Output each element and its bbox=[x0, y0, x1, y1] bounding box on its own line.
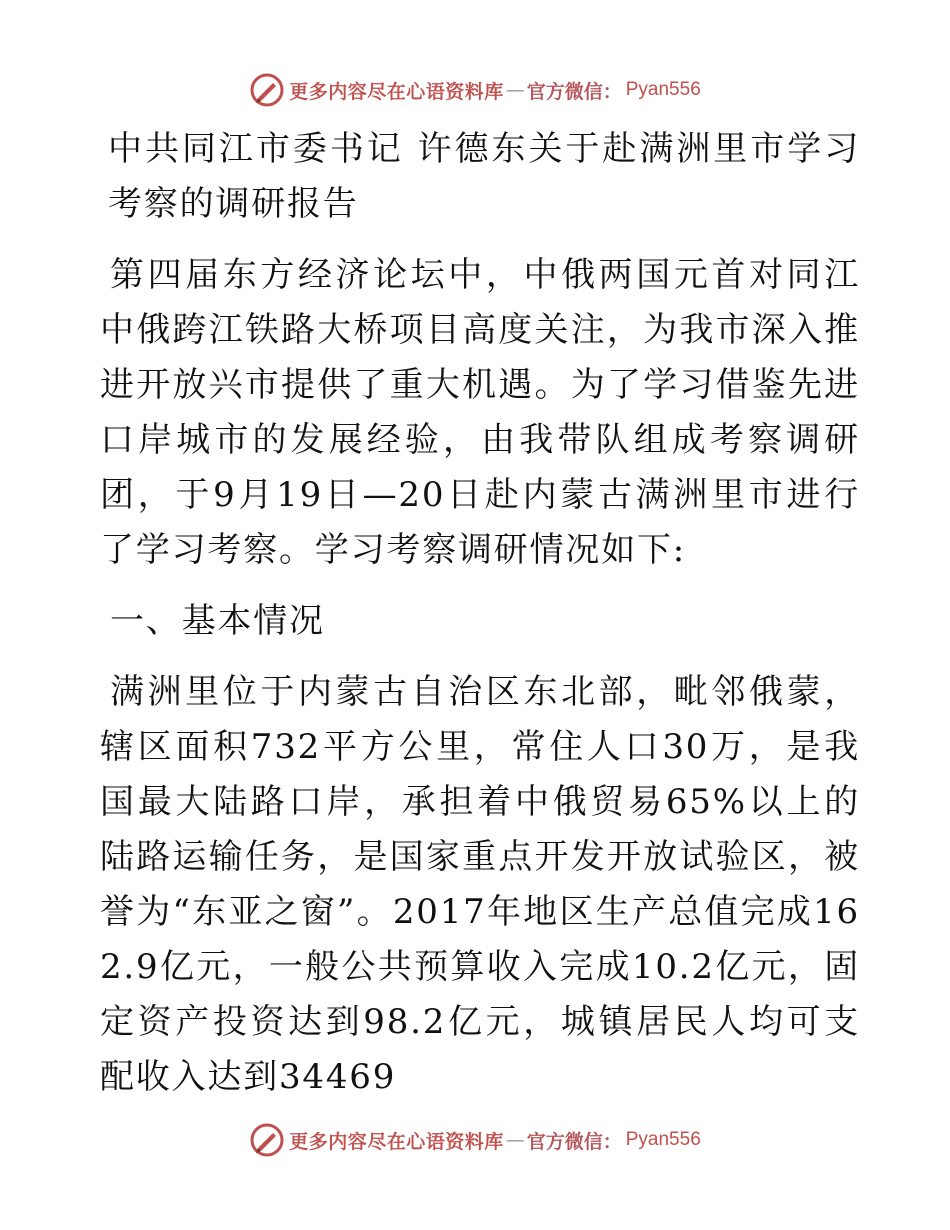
watermark-official-label: 官方微信： bbox=[526, 80, 622, 103]
pen-logo-icon bbox=[249, 72, 285, 108]
document-body bbox=[100, 122, 860, 1121]
watermark-wechat-id: Pyan556 bbox=[625, 79, 701, 100]
watermark-separator: — bbox=[505, 79, 525, 101]
watermark-banner-top bbox=[0, 70, 950, 110]
watermark-official-label: 官方微信： bbox=[526, 1130, 622, 1153]
intro-paragraph: 第四届东方经济论坛中，中俄两国元首对同江中俄跨江铁路大桥项目高度关注，为我市深入推进开放兴市提供了重大机遇。为了学习借鉴先进口岸城市的发展经验，由我带队组成考察调研团，于9月19日—20日赴内蒙古满洲里市进行了学习考察。学习考察调研情况如下: bbox=[100, 255, 860, 570]
watermark-main-text: 更多内容尽在心语资料库 bbox=[289, 1130, 504, 1153]
watermark-separator: — bbox=[505, 1129, 525, 1151]
watermark-wechat-id: Pyan556 bbox=[625, 1129, 701, 1150]
basic-situation-paragraph: 满洲里位于内蒙古自治区东北部，毗邻俄蒙，辖区面积732平方公里，常住人口30万，是我国最大陆路口岸，承担着中俄贸易65%以上的陆路运输任务，是国家重点开发开放试验区，被誉为“东亚之窗”。2017年地区生产总值完成162.9亿元，一般公共预算收入完成10.2亿元，固定资产投资达到98.2亿元，城镇居民人均可支配收入达到34469 bbox=[100, 672, 860, 1097]
section-heading-basic-situation: 一、基本情况 bbox=[110, 601, 325, 641]
watermark-main-text: 更多内容尽在心语资料库 bbox=[289, 80, 504, 103]
pen-logo-icon bbox=[249, 1122, 285, 1158]
document-title: 中共同江市委书记 许德东关于赴满洲里市学习考察的调研报告 bbox=[108, 129, 860, 224]
watermark-banner-bottom bbox=[0, 1120, 950, 1160]
